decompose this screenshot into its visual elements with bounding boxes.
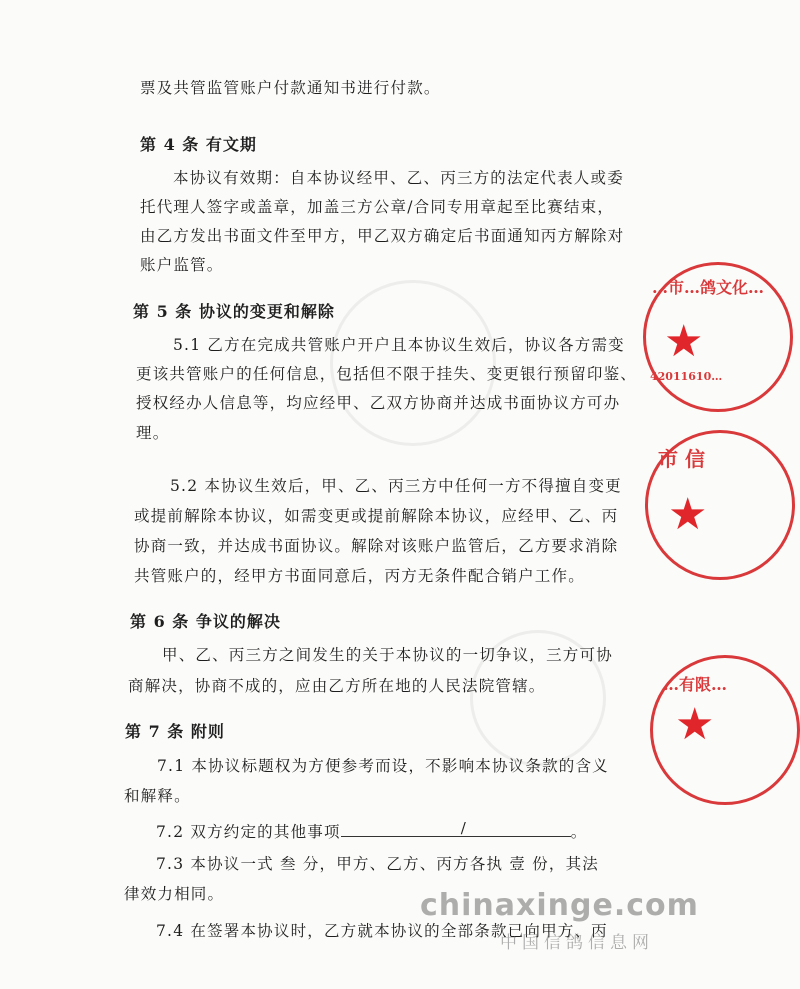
watermark-domain: chinaxinge.com xyxy=(420,888,699,923)
red-seal-stamp xyxy=(645,430,795,580)
blank-end-mark: 。 xyxy=(570,823,588,841)
article-4-heading: 第 4 条 有文期 xyxy=(140,135,257,154)
text-line: 7.1 本协议标题权为方便参考而设，不影响本协议条款的含义 xyxy=(157,757,609,775)
article-7-heading: 第 7 条 附则 xyxy=(125,722,225,741)
text-line: 票及共管监管账户付款通知书进行付款。 xyxy=(140,79,441,97)
seal-text: …市…鸽文化… xyxy=(652,278,765,297)
text-line: 理。 xyxy=(136,424,170,442)
seal-text: …有限… xyxy=(663,675,728,694)
seal-text: 市 信 xyxy=(658,447,705,471)
red-seal-stamp xyxy=(650,655,800,805)
text-line: 7.4 在签署本协议时，乙方就本协议的全部条款已向甲方、丙 xyxy=(156,922,608,940)
text-line: 协商一致，并达成书面协议。解除对该账户监管后，乙方要求消除 xyxy=(134,537,619,555)
text-line xyxy=(156,819,588,842)
text-line: 账户监管。 xyxy=(140,256,224,274)
text-line: 由乙方发出书面文件至甲方，甲乙双方确定后书面通知丙方解除对 xyxy=(140,227,625,245)
seal-number: 42011610… xyxy=(650,370,723,383)
seal-star-icon: ★ xyxy=(675,699,715,750)
text-line: 或提前解除本协议，如需变更或提前解除本协议，应经甲、乙、丙 xyxy=(134,507,619,525)
blank-slash-mark: / xyxy=(460,819,467,837)
fill-in-blank xyxy=(341,819,571,837)
text-line: 共管账户的，经甲方书面同意后，丙方无条件配合销户工作。 xyxy=(134,567,585,585)
text-line: 更该共管账户的任何信息，包括但不限于挂失、变更银行预留印鉴、 xyxy=(136,365,638,383)
text-line: 本协议有效期：自本协议经甲、乙、丙三方的法定代表人或委 xyxy=(173,169,624,187)
faint-seal-impression xyxy=(330,280,496,446)
text-line: 和解释。 xyxy=(124,787,191,805)
text-line: 商解决，协商不成的，应由乙方所在地的人民法院管辖。 xyxy=(128,677,546,695)
text-line: 7.3 本协议一式 叁 分，甲方、乙方、丙方各执 壹 份，其法 xyxy=(156,855,599,873)
article-6-heading: 第 6 条 争议的解决 xyxy=(130,612,281,631)
text-line: 授权经办人信息等，均应经甲、乙双方协商并达成书面协议方可办 xyxy=(136,394,621,412)
seal-star-icon: ★ xyxy=(664,316,704,367)
text-line: 律效力相同。 xyxy=(124,885,225,903)
text-line: 甲、乙、丙三方之间发生的关于本协议的一切争议，三方可协 xyxy=(162,646,613,664)
seal-star-icon: ★ xyxy=(668,489,708,540)
text-line: 5.2 本协议生效后，甲、乙、丙三方中任何一方不得擅自变更 xyxy=(170,477,622,495)
watermark-site-name: 中国信鸽信息网 xyxy=(500,933,654,953)
article-5-heading: 第 5 条 协议的变更和解除 xyxy=(133,302,335,321)
text-line: 托代理人签字或盖章，加盖三方公章/合同专用章起至比赛结束， xyxy=(140,198,615,216)
text-line: 5.1 乙方在完成共管账户开户且本协议生效后，协议各方需变 xyxy=(173,336,625,354)
clause-7-2-text: 7.2 双方约定的其他事项 xyxy=(156,823,341,841)
red-seal-stamp xyxy=(643,262,793,412)
